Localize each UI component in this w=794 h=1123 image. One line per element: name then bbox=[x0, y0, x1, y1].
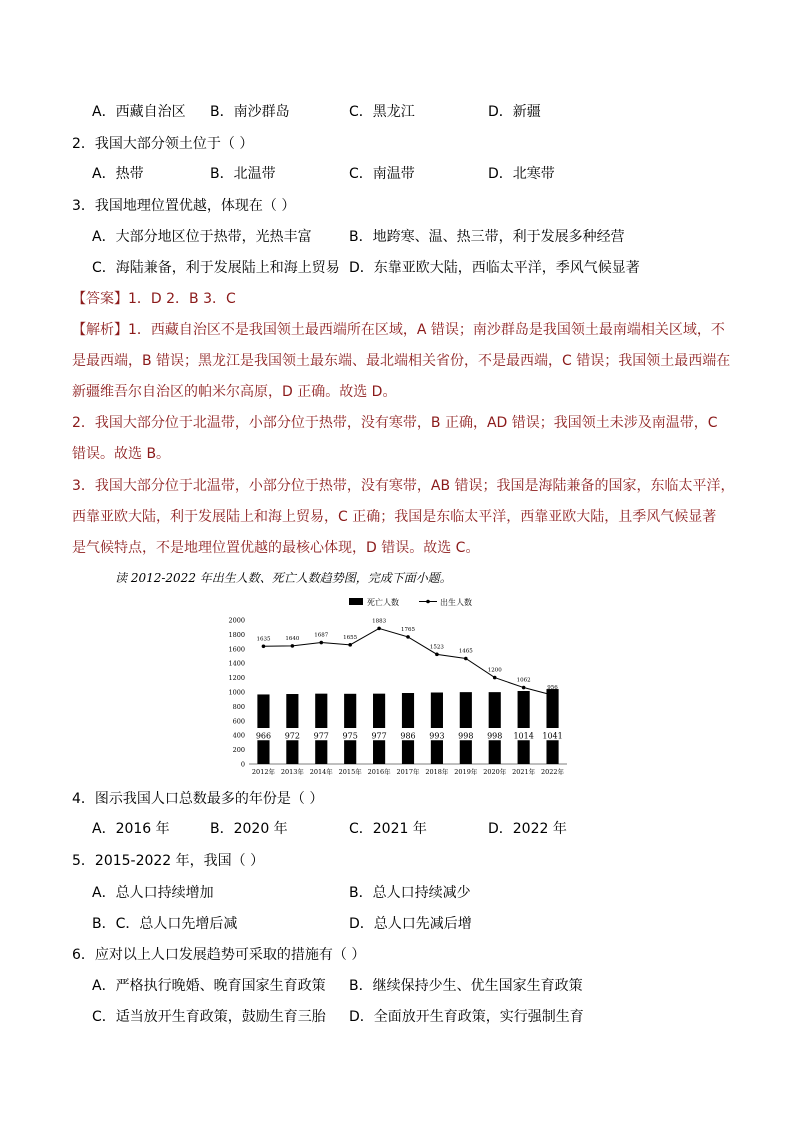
y-tick-label: 1400 bbox=[228, 659, 245, 668]
q3-option-b: B．地跨寒、温、热三带，利于发展多种经营 bbox=[349, 229, 625, 245]
q3-stem: 3．我国地理位置优越，体现在（ ） bbox=[72, 198, 296, 214]
birth-point-label: 1640 bbox=[285, 635, 300, 642]
x-tick-label: 2017年 bbox=[396, 768, 420, 776]
x-tick-label: 2021年 bbox=[512, 768, 536, 776]
y-tick-label: 600 bbox=[232, 717, 245, 726]
x-tick-label: 2020年 bbox=[483, 768, 507, 776]
x-tick-label: 2016年 bbox=[367, 768, 391, 776]
birth-point-label: 1883 bbox=[372, 618, 387, 625]
birth-point-label: 1200 bbox=[487, 667, 502, 674]
y-tick-label: 2000 bbox=[228, 616, 245, 625]
q2-option-a: A．热带 bbox=[92, 166, 144, 182]
q4-option-c: C．2021 年 bbox=[349, 821, 427, 837]
chart-caption: 读 2012-2022 年出生人数、死亡人数趋势图，完成下面小题。 bbox=[115, 571, 452, 585]
q6-option-c: C．适当放开生育政策，鼓励生育三胎 bbox=[92, 1009, 326, 1025]
population-chart bbox=[215, 592, 575, 782]
birth-point bbox=[435, 653, 439, 657]
birth-point bbox=[319, 641, 323, 645]
death-bar-label: 986 bbox=[400, 731, 416, 741]
q2-stem: 2．我国大部分领土位于（ ） bbox=[72, 136, 254, 152]
x-tick-label: 2019年 bbox=[454, 768, 478, 776]
death-bar-label: 998 bbox=[458, 731, 474, 741]
y-axis bbox=[228, 617, 567, 769]
birth-point bbox=[551, 693, 555, 697]
x-tick-label: 2012年 bbox=[251, 768, 275, 776]
y-tick-label: 0 bbox=[240, 760, 245, 769]
analysis-line-3: 新疆维吾尔自治区的帕米尔高原，D 正确。故选 D。 bbox=[72, 384, 397, 400]
q4-stem: 4．图示我国人口总数最多的年份是（ ） bbox=[72, 791, 324, 807]
y-tick-label: 1200 bbox=[228, 674, 245, 683]
death-bar bbox=[518, 691, 530, 764]
x-tick-label: 2022年 bbox=[541, 768, 565, 776]
death-bar-label: 1041 bbox=[542, 731, 563, 741]
death-bar-label: 977 bbox=[371, 731, 387, 741]
q3-option-a: A．大部分地区位于热带，光热丰富 bbox=[92, 229, 312, 245]
x-tick-label: 2014年 bbox=[309, 768, 333, 776]
birth-point bbox=[406, 635, 410, 639]
q4-option-b: B．2020 年 bbox=[210, 821, 288, 837]
birth-point-label: 1523 bbox=[429, 644, 444, 651]
q2-option-d: D．北寒带 bbox=[488, 166, 555, 182]
y-tick-label: 800 bbox=[232, 702, 245, 711]
q6-option-d: D．全面放开生育政策，实行强制生育 bbox=[349, 1009, 584, 1025]
q1-option-d: D．新疆 bbox=[488, 104, 541, 120]
death-bar-label: 975 bbox=[342, 731, 358, 741]
analysis-line-5: 错误。故选 B。 bbox=[72, 446, 171, 462]
birth-point bbox=[464, 657, 468, 661]
q5-option-d: D．总人口先减后增 bbox=[349, 916, 472, 932]
birth-point-label: 1465 bbox=[458, 648, 473, 655]
analysis-line-8: 是气候特点，不是地理位置优越的最核心体现，D 错误。故选 C。 bbox=[72, 540, 480, 556]
birth-point bbox=[291, 644, 295, 648]
birth-point-label: 1062 bbox=[516, 677, 531, 684]
chart-legend bbox=[349, 597, 472, 607]
death-bars bbox=[257, 689, 558, 764]
q5-stem: 5．2015-2022 年，我国（ ） bbox=[72, 853, 265, 869]
y-tick-label: 200 bbox=[232, 746, 245, 755]
q6-option-a: A．严格执行晚婚、晚育国家生育政策 bbox=[92, 978, 326, 994]
birth-point bbox=[262, 644, 266, 648]
death-bar-labels bbox=[256, 728, 563, 740]
birth-point bbox=[522, 686, 526, 690]
q4-option-a: A．2016 年 bbox=[92, 821, 170, 837]
analysis-line-6: 3．我国大部分位于北温带，小部分位于热带，没有寒带，AB 错误；我国是海陆兼备的国家，东临太平洋， bbox=[72, 478, 735, 494]
analysis-line-7: 西靠亚欧大陆，利于发展陆上和海上贸易，C 正确；我国是东临太平洋，西靠亚欧大陆，且季风气候显著 bbox=[72, 509, 717, 525]
death-bar-label: 993 bbox=[429, 731, 445, 741]
death-bar bbox=[546, 689, 558, 764]
q1-option-c: C．黑龙江 bbox=[349, 104, 415, 120]
q5-option-c: B．C．总人口先增后减 bbox=[92, 916, 238, 932]
legend-line-label: 出生人数 bbox=[440, 598, 472, 607]
q3-option-c: C．海陆兼备，利于发展陆上和海上贸易 bbox=[92, 260, 340, 276]
q5-option-b: B．总人口持续减少 bbox=[349, 885, 471, 901]
death-bar-label: 977 bbox=[313, 731, 329, 741]
q1-option-b: B．南沙群岛 bbox=[210, 104, 290, 120]
q5-option-a: A．总人口持续增加 bbox=[92, 885, 214, 901]
q2-option-c: C．南温带 bbox=[349, 166, 415, 182]
y-tick-label: 1800 bbox=[228, 630, 245, 639]
analysis-line-4: 2．我国大部分位于北温带，小部分位于热带，没有寒带，B 正确，AD 错误；我国领土未涉及南温带，C bbox=[72, 415, 718, 431]
y-tick-label: 400 bbox=[232, 731, 245, 740]
legend-bar-swatch bbox=[349, 598, 363, 605]
birth-point bbox=[348, 643, 352, 647]
legend-bar-label: 死亡人数 bbox=[367, 598, 399, 607]
x-axis bbox=[252, 767, 565, 776]
death-bar-label: 972 bbox=[284, 731, 301, 741]
q6-option-b: B．继续保持少生、优生国家生育政策 bbox=[349, 978, 583, 994]
q3-option-d: D．东靠亚欧大陆，西临太平洋，季风气候显著 bbox=[349, 260, 640, 276]
q1-option-a: A．西藏自治区 bbox=[92, 104, 186, 120]
death-bar-label: 966 bbox=[255, 731, 272, 741]
analysis-line-2: 是最西端，B 错误；黑龙江是我国领土最东端、最北端相关省份，不是最西端，C 错误；我国领土最西端在 bbox=[72, 353, 731, 369]
birth-point-label: 1765 bbox=[401, 626, 415, 633]
x-tick-label: 2015年 bbox=[338, 768, 362, 776]
birth-point bbox=[493, 676, 497, 680]
x-tick-label: 2018年 bbox=[425, 768, 449, 776]
birth-point bbox=[377, 627, 381, 631]
q6-stem: 6．应对以上人口发展趋势可采取的措施有（ ） bbox=[72, 947, 366, 963]
legend-line-marker bbox=[426, 600, 430, 604]
analysis-line-1: 【解析】1．西藏自治区不是我国领土最西端所在区域，A 错误；南沙群岛是我国领土最南端相关区域，不 bbox=[72, 322, 725, 338]
q4-option-d: D．2022 年 bbox=[488, 821, 567, 837]
birth-point-label: 1687 bbox=[314, 632, 329, 639]
birth-line bbox=[256, 618, 558, 697]
answer-line: 【答案】1．D 2．B 3．C bbox=[72, 291, 236, 307]
birth-point-label: 956 bbox=[547, 685, 558, 692]
death-bar-label: 998 bbox=[487, 731, 503, 741]
q2-option-b: B．北温带 bbox=[210, 166, 276, 182]
y-tick-label: 1000 bbox=[228, 688, 245, 697]
birth-point-label: 1635 bbox=[256, 636, 271, 643]
x-tick-label: 2013年 bbox=[280, 768, 304, 776]
birth-point-label: 1655 bbox=[343, 634, 358, 641]
death-bar-label: 1014 bbox=[513, 731, 534, 741]
y-tick-label: 1600 bbox=[228, 645, 245, 654]
